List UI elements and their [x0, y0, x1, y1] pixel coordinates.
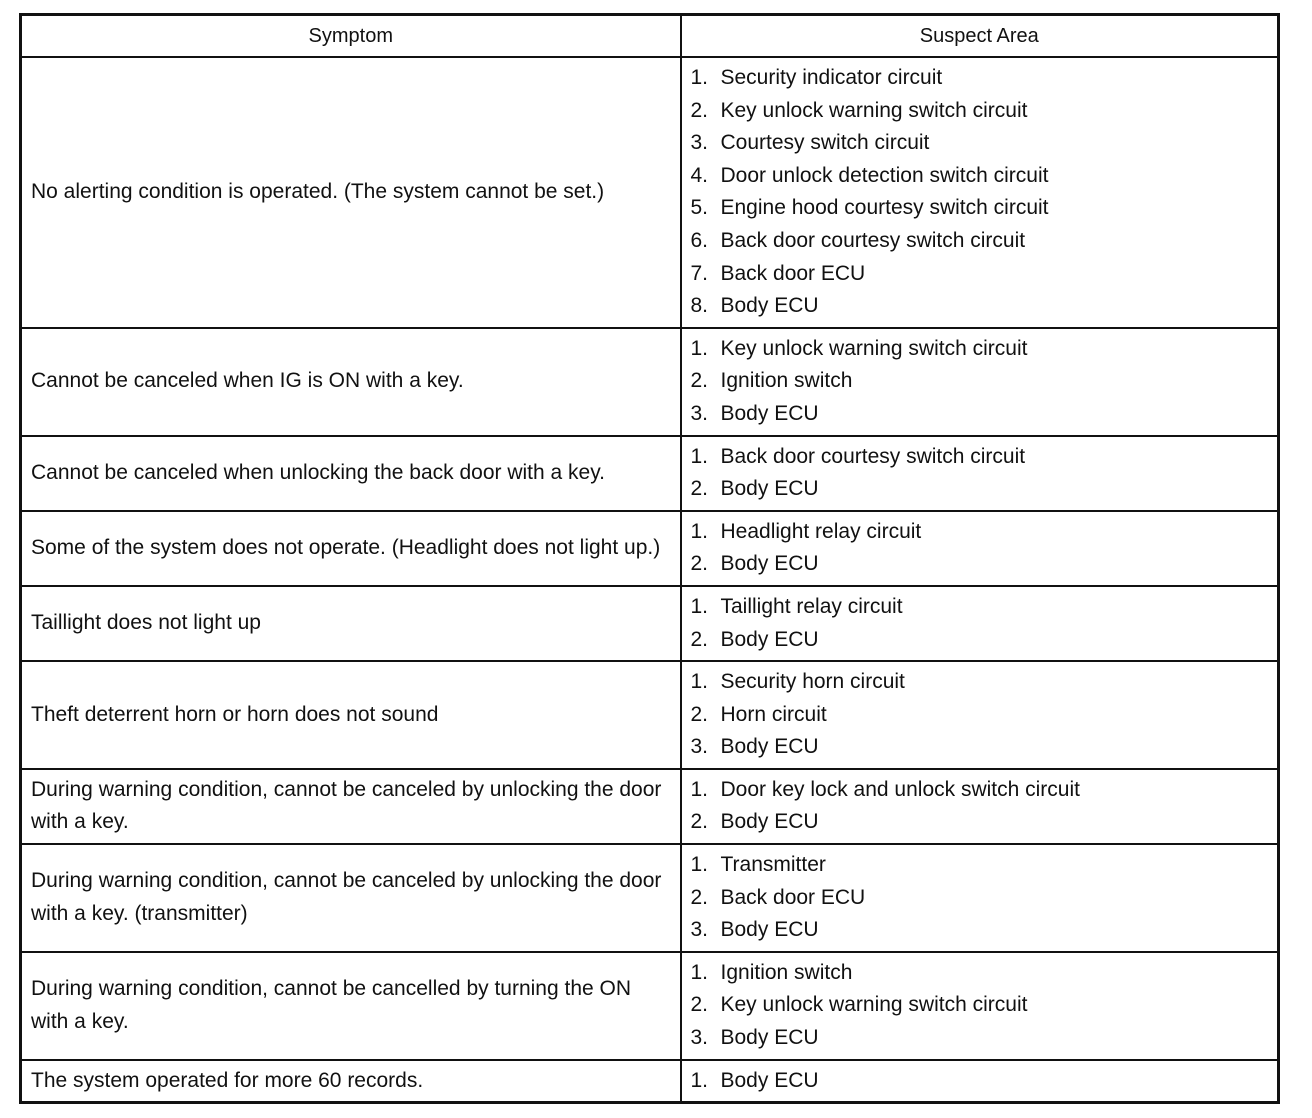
symptom-cell: During warning condition, cannot be cancelled by turning the ON with a key. [21, 952, 681, 1060]
suspect-area-text: Body ECU [720, 1026, 819, 1050]
suspect-area-number: 1. [690, 670, 709, 694]
suspect-area-text: Key unlock warning switch circuit [720, 98, 1028, 122]
symptom-cell: Cannot be canceled when IG is ON with a key. [21, 328, 681, 436]
suspect-area-cell [681, 769, 1279, 844]
suspect-area-item [691, 699, 1270, 732]
suspect-area-number: 2. [690, 993, 709, 1017]
suspect-area-item [691, 774, 1270, 807]
suspect-area-number: 6. [690, 228, 709, 252]
suspect-area-item [691, 548, 1270, 581]
symptom-cell: Some of the system does not operate. (Headlight does not light up.) [21, 511, 681, 586]
suspect-area-item [691, 806, 1270, 839]
suspect-area-list [691, 441, 1270, 506]
suspect-area-text: Horn circuit [720, 702, 827, 726]
suspect-area-cell [681, 511, 1279, 586]
suspect-area-number: 2. [690, 98, 709, 122]
symptom-cell: Theft deterrent horn or horn does not sound [21, 661, 681, 769]
symptom-cell: The system operated for more 60 records. [21, 1060, 681, 1103]
suspect-area-number: 3. [690, 918, 709, 942]
suspect-area-item [691, 127, 1270, 160]
suspect-area-list [691, 957, 1270, 1055]
suspect-area-text: Back door courtesy switch circuit [720, 228, 1026, 252]
suspect-area-list [691, 1065, 1270, 1098]
suspect-area-text: Security indicator circuit [720, 66, 943, 89]
suspect-area-item [691, 441, 1270, 474]
suspect-area-text: Body ECU [720, 294, 819, 318]
suspect-area-number: 2. [690, 885, 709, 909]
suspect-area-item [691, 914, 1270, 947]
suspect-area-list [691, 62, 1270, 323]
suspect-area-number: 1. [690, 444, 709, 468]
suspect-area-number: 2. [690, 477, 709, 501]
suspect-area-item [691, 516, 1270, 549]
suspect-area-text: Body ECU [720, 401, 819, 425]
table-row [21, 586, 1279, 661]
suspect-area-item [691, 666, 1270, 699]
suspect-area-cell [681, 952, 1279, 1060]
suspect-area-text: Back door ECU [720, 261, 866, 285]
suspect-area-item [691, 1022, 1270, 1055]
suspect-area-item [691, 290, 1270, 323]
suspect-area-item [691, 1065, 1270, 1098]
symptom-cell: During warning condition, cannot be canceled by unlocking the door with a key. (transmitter) [21, 844, 681, 952]
suspect-area-item [691, 882, 1270, 915]
suspect-area-text: Courtesy switch circuit [720, 131, 930, 155]
suspect-area-number: 1. [690, 777, 709, 801]
suspect-area-number: 1. [690, 594, 709, 618]
suspect-area-text: Body ECU [720, 552, 819, 576]
suspect-area-number: 1. [690, 1068, 709, 1092]
suspect-area-text: Headlight relay circuit [720, 519, 922, 543]
suspect-area-text: Door key lock and unlock switch circuit [720, 777, 1080, 801]
suspect-area-text: Body ECU [720, 810, 819, 834]
suspect-area-item [691, 398, 1270, 431]
table-row [21, 844, 1279, 952]
symptom-cell: Cannot be canceled when unlocking the back door with a key. [21, 436, 681, 511]
suspect-area-item [691, 365, 1270, 398]
suspect-area-list [691, 849, 1270, 947]
suspect-area-list [691, 774, 1270, 839]
suspect-area-text: Transmitter [720, 853, 826, 877]
suspect-area-cell [681, 436, 1279, 511]
symptom-cell: No alerting condition is operated. (The system cannot be set.) [21, 57, 681, 328]
suspect-area-number: 3. [690, 131, 709, 155]
suspect-area-number: 3. [690, 401, 709, 425]
table-row [21, 57, 1279, 328]
table-row [21, 769, 1279, 844]
suspect-area-text: Engine hood courtesy switch circuit [720, 196, 1049, 220]
suspect-area-text: Ignition switch [720, 369, 853, 393]
suspect-area-number: 1. [690, 960, 709, 984]
suspect-area-text: Taillight relay circuit [720, 594, 903, 618]
suspect-area-number: 3. [690, 1026, 709, 1050]
suspect-area-text: Door unlock detection switch circuit [720, 163, 1049, 187]
suspect-area-text: Back door courtesy switch circuit [720, 444, 1026, 468]
suspect-area-item [691, 160, 1270, 193]
suspect-area-number: 2. [690, 369, 709, 393]
suspect-area-number: 2. [690, 810, 709, 834]
symptom-cell: During warning condition, cannot be canceled by unlocking the door with a key. [21, 769, 681, 844]
suspect-area-list [691, 516, 1270, 581]
suspect-area-item [691, 989, 1270, 1022]
suspect-area-item [691, 957, 1270, 990]
suspect-area-cell [681, 57, 1279, 328]
suspect-area-item [691, 225, 1270, 258]
suspect-area-text: Body ECU [720, 1068, 819, 1092]
suspect-area-item [691, 591, 1270, 624]
suspect-area-item [691, 473, 1270, 506]
suspect-area-cell [681, 328, 1279, 436]
suspect-area-number: 4. [690, 163, 709, 187]
suspect-area-item [691, 624, 1270, 657]
symptom-cell: Taillight does not light up [21, 586, 681, 661]
suspect-area-item [691, 849, 1270, 882]
table-body [21, 57, 1279, 1103]
suspect-area-text: Key unlock warning switch circuit [720, 336, 1028, 360]
suspect-area-list [691, 591, 1270, 656]
suspect-area-cell [681, 661, 1279, 769]
suspect-area-number: 7. [690, 261, 709, 285]
suspect-area-number: 1. [690, 336, 709, 360]
suspect-area-number: 1. [690, 66, 709, 89]
suspect-area-text: Body ECU [720, 477, 819, 501]
suspect-area-text: Body ECU [720, 627, 819, 651]
suspect-area-number: 8. [690, 294, 709, 318]
suspect-area-list [691, 333, 1270, 431]
table-row [21, 436, 1279, 511]
suspect-area-item [691, 731, 1270, 764]
suspect-area-list [691, 666, 1270, 764]
suspect-area-text: Security horn circuit [720, 670, 905, 694]
suspect-area-number: 2. [690, 627, 709, 651]
suspect-area-cell [681, 844, 1279, 952]
troubleshooting-table [19, 13, 1280, 1104]
suspect-area-item [691, 192, 1270, 225]
suspect-area-column-header: Suspect Area [681, 15, 1279, 58]
suspect-area-item [691, 62, 1270, 95]
table-row [21, 511, 1279, 586]
suspect-area-text: Key unlock warning switch circuit [720, 993, 1028, 1017]
suspect-area-text: Body ECU [720, 918, 819, 942]
suspect-area-item [691, 333, 1270, 366]
suspect-area-item [691, 95, 1270, 128]
suspect-area-text: Body ECU [720, 735, 819, 759]
suspect-area-number: 3. [690, 735, 709, 759]
table-row [21, 952, 1279, 1060]
suspect-area-cell [681, 1060, 1279, 1103]
suspect-area-text: Back door ECU [720, 885, 866, 909]
suspect-area-text: Ignition switch [720, 960, 853, 984]
suspect-area-number: 5. [690, 196, 709, 220]
suspect-area-number: 1. [690, 519, 709, 543]
suspect-area-number: 2. [690, 552, 709, 576]
table-row [21, 661, 1279, 769]
suspect-area-cell [681, 586, 1279, 661]
table-row [21, 328, 1279, 436]
table-row [21, 1060, 1279, 1103]
header-row [21, 15, 1279, 58]
suspect-area-number: 2. [690, 702, 709, 726]
suspect-area-item [691, 258, 1270, 291]
symptom-column-header: Symptom [21, 15, 681, 58]
suspect-area-number: 1. [690, 853, 709, 877]
